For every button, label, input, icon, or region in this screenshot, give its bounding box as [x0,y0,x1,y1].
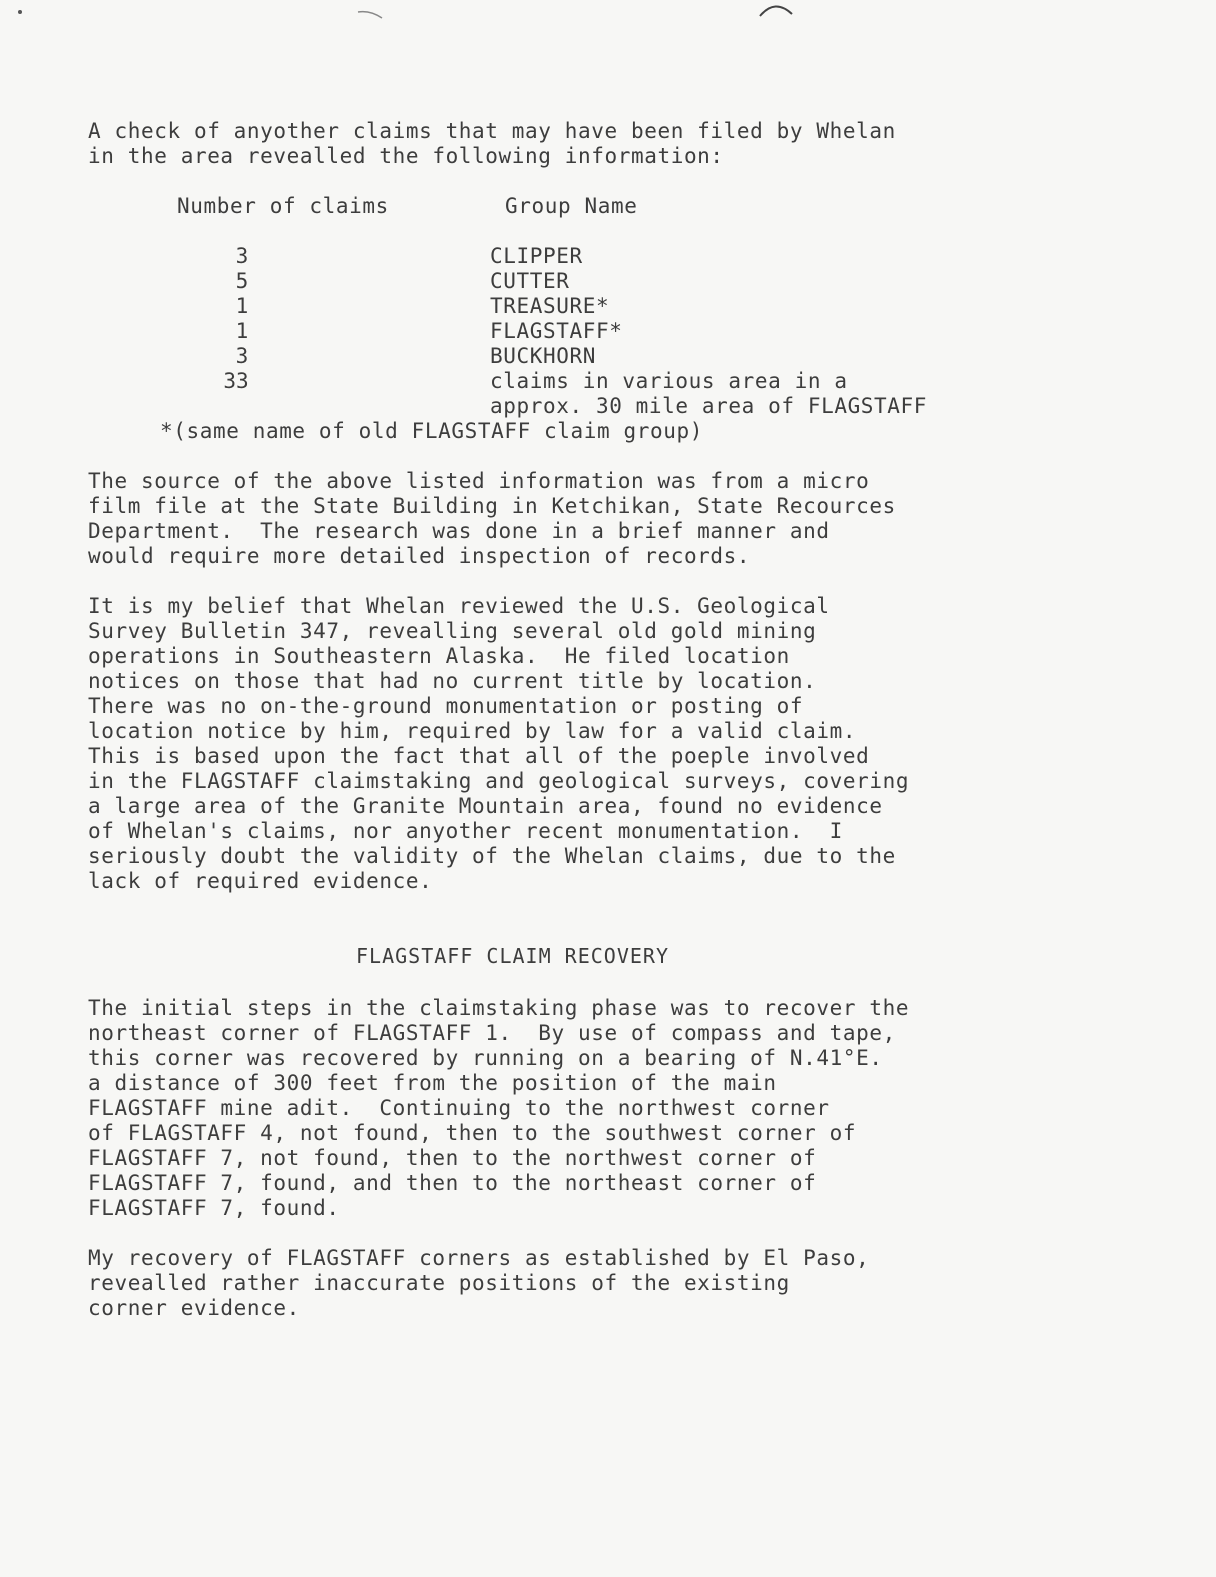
table-footnote: *(same name of old FLAGSTAFF claim group) [160,419,703,443]
text-line: This is based upon the fact that all of the poeple involved [88,744,870,768]
text-line: would require more detailed inspection of records. [88,544,751,568]
text-line: northeast corner of FLAGSTAFF 1. By use of compass and tape, [88,1021,896,1045]
section-heading: FLAGSTAFF CLAIM RECOVERY [356,944,669,968]
group-name: BUCKHORN [490,344,596,368]
source-paragraph [88,469,896,569]
text-line: A check of anyother claims that may have been filed by Whelan [88,119,896,143]
text-line: My recovery of FLAGSTAFF corners as established by El Paso, [88,1246,870,1270]
claim-count: 1 [235,294,249,318]
corners-paragraph [88,1246,869,1321]
text-line: a large area of the Granite Mountain area, found no evidence [88,794,883,818]
header-number-of-claims: Number of claims [177,194,389,218]
text-line: a distance of 300 feet from the position of the main [88,1071,777,1095]
text-line: film file at the State Building in Ketchikan, State Recources [88,494,896,518]
recovery-paragraph [88,996,909,1221]
text-line: Survey Bulletin 347, revealling several old gold mining [88,619,817,643]
text-line: The source of the above listed information was from a micro [88,469,870,493]
text-line: It is my belief that Whelan reviewed the U.S. Geological [88,594,830,618]
claim-count: 5 [235,269,249,293]
text-line: in the FLAGSTAFF claimstaking and geological surveys, covering [88,769,910,793]
text-line: FLAGSTAFF mine adit. Continuing to the northwest corner [88,1096,830,1120]
group-name-continuation: approx. 30 mile area of FLAGSTAFF [490,394,928,418]
group-name: FLAGSTAFF* [490,319,623,343]
text-line: There was no on-the-ground monumentation or posting of [88,694,804,718]
text-line: operations in Southeastern Alaska. He filed location [88,644,790,668]
claim-count: 1 [235,319,249,343]
text-line: of FLAGSTAFF 4, not found, then to the southwest corner of [88,1121,857,1145]
text-line: in the area revealled the following information: [88,144,724,168]
text-line: of Whelan's claims, nor anyother recent monumentation. I [88,819,843,843]
text-line: corner evidence. [88,1296,300,1320]
belief-paragraph [88,594,909,894]
group-name: CLIPPER [490,244,583,268]
text-line: this corner was recovered by running on a bearing of N.41°E. [88,1046,883,1070]
group-name: claims in various area in a [490,369,848,393]
text-line: revealled rather inaccurate positions of the existing [88,1271,790,1295]
scan-mark-icon [0,0,1216,40]
group-name: CUTTER [490,269,570,293]
text-line: location notice by him, required by law for a valid claim. [88,719,857,743]
group-name: TREASURE* [490,294,610,318]
text-line: The initial steps in the claimstaking phase was to recover the [88,996,910,1020]
text-line: notices on those that had no current title by location. [88,669,817,693]
text-line: FLAGSTAFF 7, not found, then to the northwest corner of [88,1146,817,1170]
text-line: lack of required evidence. [88,869,433,893]
intro-paragraph [88,119,896,169]
text-line: seriously doubt the validity of the Whelan claims, due to the [88,844,896,868]
claim-count: 3 [235,244,249,268]
text-line: FLAGSTAFF 7, found. [88,1196,340,1220]
text-line: FLAGSTAFF 7, found, and then to the northeast corner of [88,1171,817,1195]
claim-count: 33 [223,369,249,393]
text-line: Department. The research was done in a brief manner and [88,519,830,543]
claim-count: 3 [235,344,249,368]
header-group-name: Group Name [505,194,638,218]
